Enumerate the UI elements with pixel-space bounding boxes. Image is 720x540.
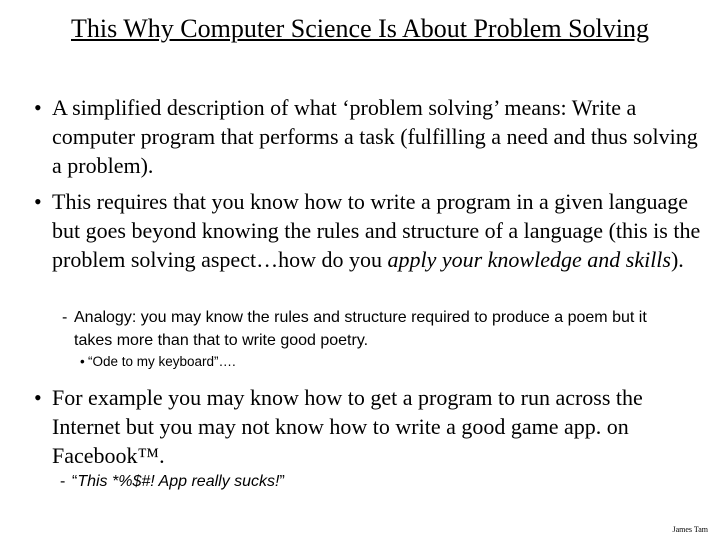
subsubpoint-ode-example [80, 353, 588, 371]
subsubpoint-text: “Ode to my keyboard”…. [88, 354, 236, 369]
bullet-problem-solving-definition [34, 93, 702, 180]
subpoint-marker: - [62, 309, 68, 326]
slide-title: This Why Computer Science Is About Problem Solving [71, 14, 649, 43]
bullet-text: This requires that you know how to write a program in a given language but goes beyond knowing the rules and structure of a language (this is the problem solving aspect…how do you [52, 189, 701, 272]
bullet-text-end: ). [670, 247, 684, 272]
bullet-emphasis-text: apply your knowledge and skills [387, 247, 671, 272]
footer-author: James Tam [672, 525, 708, 534]
subpoint-marker: - [60, 473, 66, 490]
bullet-text: For example you may know how to get a program to run across the Internet but you may not know how to write a good game app. on Facebook™. [52, 385, 643, 468]
quote-open: “ [72, 473, 78, 490]
bullet-internet-example [34, 383, 702, 470]
quote-text: This *%$#! App really sucks! [77, 473, 280, 490]
quote-close: ” [279, 473, 285, 490]
subsubpoint-marker: • [80, 354, 85, 369]
bullet-marker: • [34, 385, 42, 410]
bullet-beyond-language-rules [34, 187, 702, 274]
subpoint-text: Analogy: you may know the rules and structure required to produce a poem but it takes more than that to write good poetry. [74, 309, 647, 349]
subpoint-app-quote [60, 470, 672, 493]
bullet-marker: • [34, 189, 42, 214]
bullet-marker: • [34, 95, 42, 120]
bullet-text: A simplified description of what ‘problem solving’ means: Write a computer program that performs a task (fulfilling a need and thus solving a problem). [52, 95, 698, 178]
subpoint-poetry-analogy [62, 306, 674, 352]
